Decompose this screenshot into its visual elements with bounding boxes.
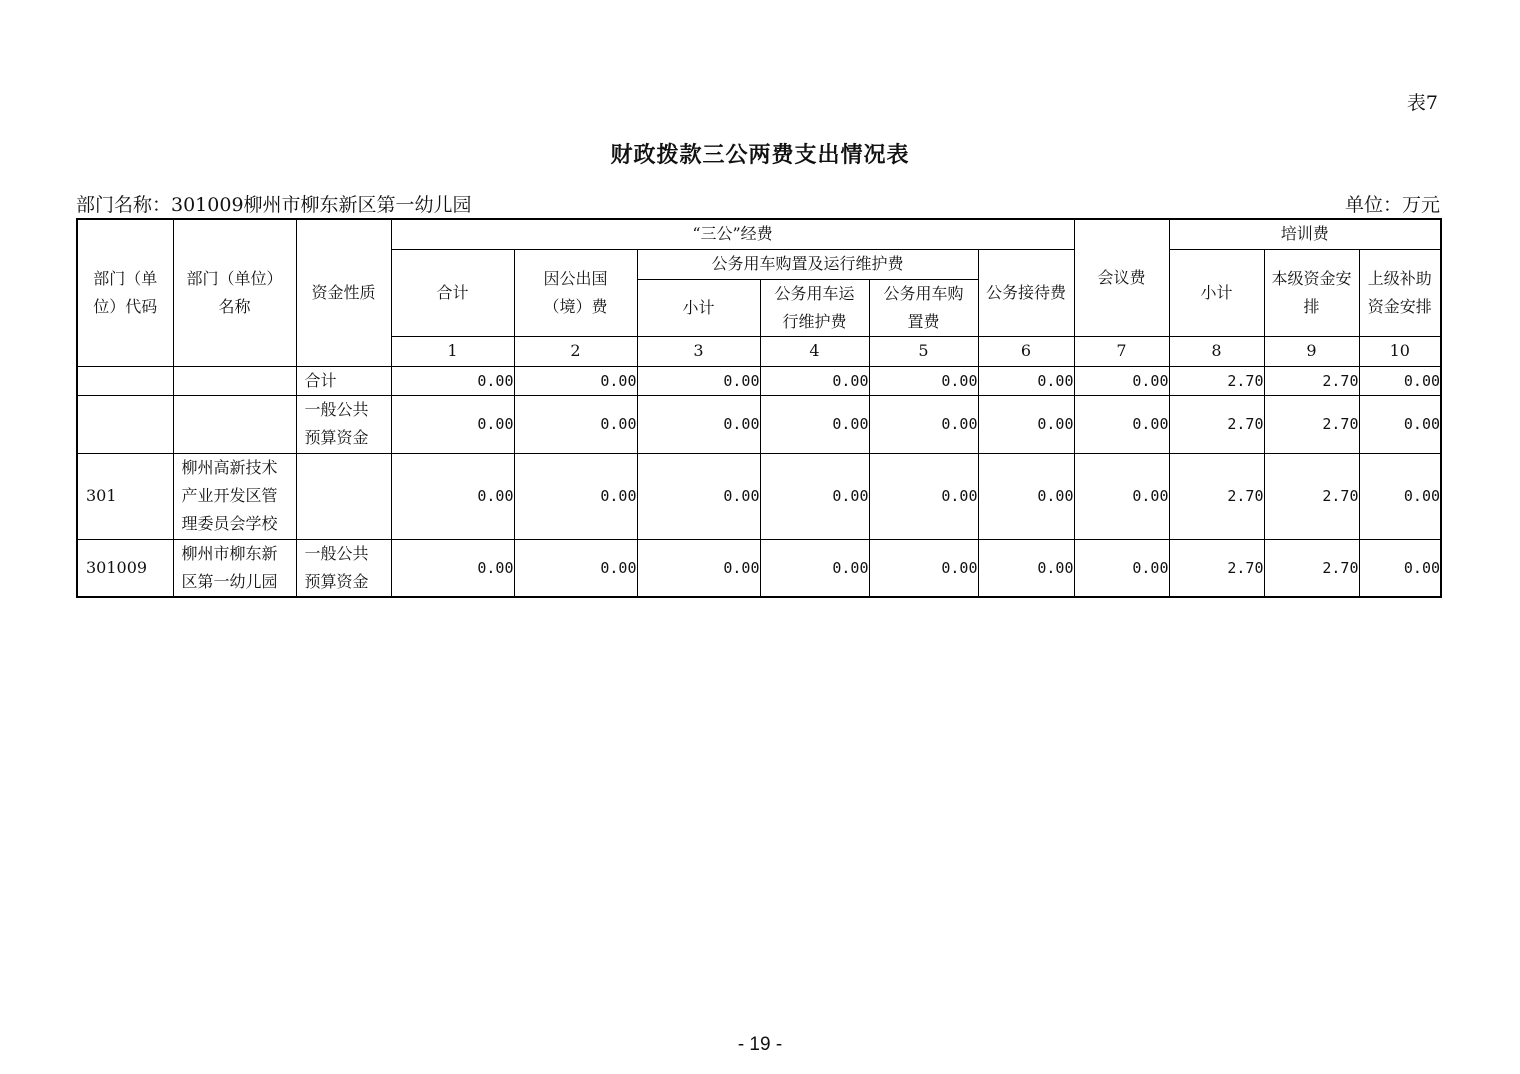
cell-value: 0.00 <box>637 539 760 597</box>
col-number: 7 <box>1074 336 1169 366</box>
header-car-subtotal: 小计 <box>637 279 760 336</box>
header-total: 合计 <box>391 249 514 336</box>
row-fund: 合计 <box>296 366 391 395</box>
cell-value: 0.00 <box>869 395 978 453</box>
cell-value: 0.00 <box>391 453 514 539</box>
row-name <box>173 366 296 395</box>
cell-value: 0.00 <box>1359 366 1441 395</box>
table-row <box>77 539 1441 597</box>
table-row <box>77 453 1441 539</box>
table-row <box>77 395 1441 453</box>
row-code: 301 <box>77 453 173 539</box>
header-fund: 资金性质 <box>296 219 391 366</box>
cell-value: 0.00 <box>760 395 869 453</box>
cell-value: 0.00 <box>869 366 978 395</box>
cell-value: 0.00 <box>637 395 760 453</box>
col-number: 6 <box>978 336 1074 366</box>
row-code <box>77 395 173 453</box>
cell-value: 0.00 <box>391 539 514 597</box>
cell-value: 0.00 <box>514 366 637 395</box>
page-number: - 19 - <box>737 1034 783 1055</box>
cell-value: 0.00 <box>978 453 1074 539</box>
header-sangong: “三公”经费 <box>391 219 1074 249</box>
row-name: 柳州市柳东新 区第一幼儿园 <box>173 539 296 597</box>
cell-value: 0.00 <box>760 366 869 395</box>
cell-value: 2.70 <box>1169 539 1264 597</box>
header-code: 部门（单 位）代码 <box>77 219 173 366</box>
header-reception: 公务接待费 <box>978 249 1074 336</box>
cell-value: 0.00 <box>1359 395 1441 453</box>
cell-value: 0.00 <box>514 453 637 539</box>
header-train-upper: 上级补助 资金安排 <box>1359 249 1441 336</box>
cell-value: 0.00 <box>978 539 1074 597</box>
cell-value: 0.00 <box>869 453 978 539</box>
cell-value: 0.00 <box>637 366 760 395</box>
cell-value: 2.70 <box>1264 539 1359 597</box>
col-number: 5 <box>869 336 978 366</box>
cell-value: 0.00 <box>1074 395 1169 453</box>
cell-value: 0.00 <box>1359 539 1441 597</box>
row-name <box>173 395 296 453</box>
col-number: 8 <box>1169 336 1264 366</box>
header-name: 部门（单位） 名称 <box>173 219 296 366</box>
cell-value: 0.00 <box>637 453 760 539</box>
row-code <box>77 366 173 395</box>
page-title: 财政拨款三公两费支出情况表 <box>610 142 910 168</box>
cell-value: 2.70 <box>1169 395 1264 453</box>
cell-value: 0.00 <box>1359 453 1441 539</box>
header-train-subtotal: 小计 <box>1169 249 1264 336</box>
col-number: 9 <box>1264 336 1359 366</box>
row-fund <box>296 453 391 539</box>
cell-value: 0.00 <box>391 366 514 395</box>
header-abroad: 因公出国 （境）费 <box>514 249 637 336</box>
department-name: 部门名称：301009柳州市柳东新区第一幼儿园 <box>76 194 472 216</box>
cell-value: 0.00 <box>391 395 514 453</box>
cell-value: 2.70 <box>1169 453 1264 539</box>
cell-value: 0.00 <box>514 539 637 597</box>
table-row <box>77 366 1441 395</box>
cell-value: 2.70 <box>1264 395 1359 453</box>
cell-value: 0.00 <box>760 453 869 539</box>
cell-value: 2.70 <box>1264 366 1359 395</box>
cell-value: 2.70 <box>1264 453 1359 539</box>
col-number: 3 <box>637 336 760 366</box>
header-car-run: 公务用车运 行维护费 <box>760 279 869 336</box>
row-code: 301009 <box>77 539 173 597</box>
header-training: 培训费 <box>1169 219 1441 249</box>
row-fund: 一般公共 预算资金 <box>296 539 391 597</box>
cell-value: 0.00 <box>978 395 1074 453</box>
table-number: 表7 <box>1406 92 1438 114</box>
cell-value: 0.00 <box>1074 366 1169 395</box>
cell-value: 0.00 <box>514 395 637 453</box>
row-fund: 一般公共 预算资金 <box>296 395 391 453</box>
row-name: 柳州高新技术 产业开发区管 理委员会学校 <box>173 453 296 539</box>
col-number: 2 <box>514 336 637 366</box>
unit-label: 单位：万元 <box>1344 194 1440 216</box>
header-car-buy: 公务用车购 置费 <box>869 279 978 336</box>
cell-value: 0.00 <box>1074 539 1169 597</box>
cell-value: 0.00 <box>978 366 1074 395</box>
header-car: 公务用车购置及运行维护费 <box>637 249 978 279</box>
header-train-local: 本级资金安 排 <box>1264 249 1359 336</box>
cell-value: 0.00 <box>760 539 869 597</box>
cell-value: 2.70 <box>1169 366 1264 395</box>
col-number: 1 <box>391 336 514 366</box>
col-number: 10 <box>1359 336 1441 366</box>
header-meeting: 会议费 <box>1074 219 1169 336</box>
expenditure-table <box>76 218 1442 598</box>
cell-value: 0.00 <box>869 539 978 597</box>
col-number: 4 <box>760 336 869 366</box>
cell-value: 0.00 <box>1074 453 1169 539</box>
